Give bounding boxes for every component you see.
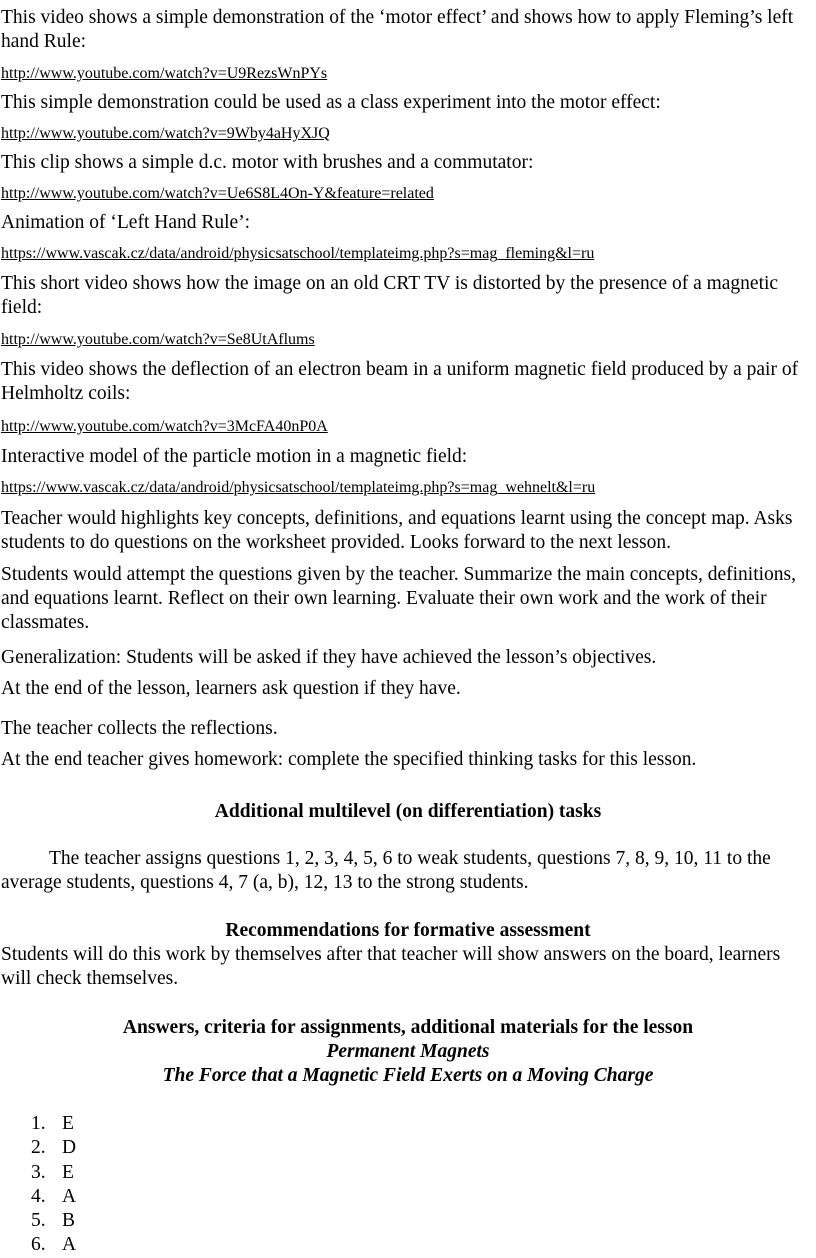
resource-description: This video shows a simple demonstration of the ‘motor effect’ and shows how to apply Fleming’s left hand Rule:	[1, 7, 794, 52]
reflections-text: The teacher collects the reflections.	[1, 718, 278, 739]
item-answer: A	[62, 1185, 77, 1207]
resource-description: This short video shows how the image on an old CRT TV is distorted by the presence of a magnetic field:	[1, 273, 779, 318]
resource-link[interactable]: http://www.youtube.com/watch?v=Se8UtAflums	[1, 331, 315, 348]
list-item	[0, 1136, 816, 1160]
resource-link[interactable]: http://www.youtube.com/watch?v=Ue6S8L4On-Y&feature=related	[1, 185, 434, 202]
resource-link[interactable]: https://www.vascak.cz/data/android/physicsatschool/templateimg.php?s=mag_fleming&l=ru	[1, 245, 595, 262]
resource-description: This clip shows a simple d.c. motor with brushes and a commutator:	[1, 152, 534, 173]
differentiation-text: The teacher assigns questions 1, 2, 3, 4, 5, 6 to weak students, questions 7, 8, 9, 10, 11 to the average students, questions 4, 7 (a, b), 12, 13 to the strong students.	[1, 848, 771, 893]
resource-description: This simple demonstration could be used as a class experiment into the motor effect:	[1, 92, 661, 113]
item-answer: E	[62, 1161, 74, 1183]
answers-subtitle: Permanent Magnets	[326, 1041, 490, 1062]
resource-description: Animation of ‘Left Hand Rule’:	[1, 212, 251, 233]
resource-link[interactable]: http://www.youtube.com/watch?v=9Wby4aHyXJQ	[1, 125, 330, 142]
list-item	[0, 1161, 816, 1185]
item-number: 6.	[31, 1234, 46, 1256]
list-item	[0, 1112, 816, 1136]
item-number: 3.	[31, 1161, 46, 1183]
resource-link[interactable]: http://www.youtube.com/watch?v=3McFA40nP0A	[1, 418, 328, 435]
answers-heading: Answers, criteria for assignments, additional materials for the lesson	[122, 1017, 694, 1038]
item-answer: B	[62, 1210, 76, 1232]
resource-link[interactable]: http://www.youtube.com/watch?v=U9RezsWnPYs	[1, 65, 328, 82]
resource-description: Interactive model of the particle motion in a magnetic field:	[1, 446, 468, 467]
item-number: 5.	[31, 1210, 46, 1232]
answers-subtitle: The Force that a Magnetic Field Exerts on a Moving Charge	[162, 1065, 654, 1086]
homework-text: At the end teacher gives homework: complete the specified thinking tasks for this lesson.	[1, 749, 697, 770]
resource-description: This video shows the deflection of an electron beam in a uniform magnetic field produced by a pair of Helmholtz coils:	[1, 359, 799, 404]
students-summary-text: Students would attempt the questions given by the teacher. Summarize the main concepts, definitions, and equations learnt. Reflect on their own learning. Evaluate their own work and the work of their classmates.	[1, 564, 796, 633]
resource-link[interactable]: https://www.vascak.cz/data/android/physicsatschool/templateimg.php?s=mag_wehnelt&l=ru	[1, 479, 596, 496]
generalization-text: Generalization: Students will be asked if they have achieved the lesson’s objectives.	[1, 647, 657, 668]
item-number: 2.	[31, 1137, 46, 1159]
formative-heading: Recommendations for formative assessment	[225, 920, 591, 941]
answer-list	[0, 1112, 816, 1258]
end-questions-text: At the end of the lesson, learners ask question if they have.	[1, 678, 461, 699]
item-number: 1.	[31, 1113, 46, 1134]
list-item	[0, 1185, 816, 1209]
teacher-summary-text: Teacher would highlights key concepts, definitions, and equations learnt using the concept map. Asks students to do questions on the worksheet provided. Looks forward to the next lesson.	[1, 508, 793, 553]
differentiation-heading: Additional multilevel (on differentiation) tasks	[214, 801, 602, 822]
item-answer: D	[62, 1137, 77, 1159]
list-item	[0, 1233, 816, 1257]
item-answer: A	[62, 1234, 77, 1256]
item-number: 4.	[31, 1185, 46, 1207]
formative-text: Students will do this work by themselves after that teacher will show answers on the board, learners will check themselves.	[1, 944, 781, 989]
list-item	[0, 1209, 816, 1233]
item-answer: E	[62, 1113, 74, 1134]
